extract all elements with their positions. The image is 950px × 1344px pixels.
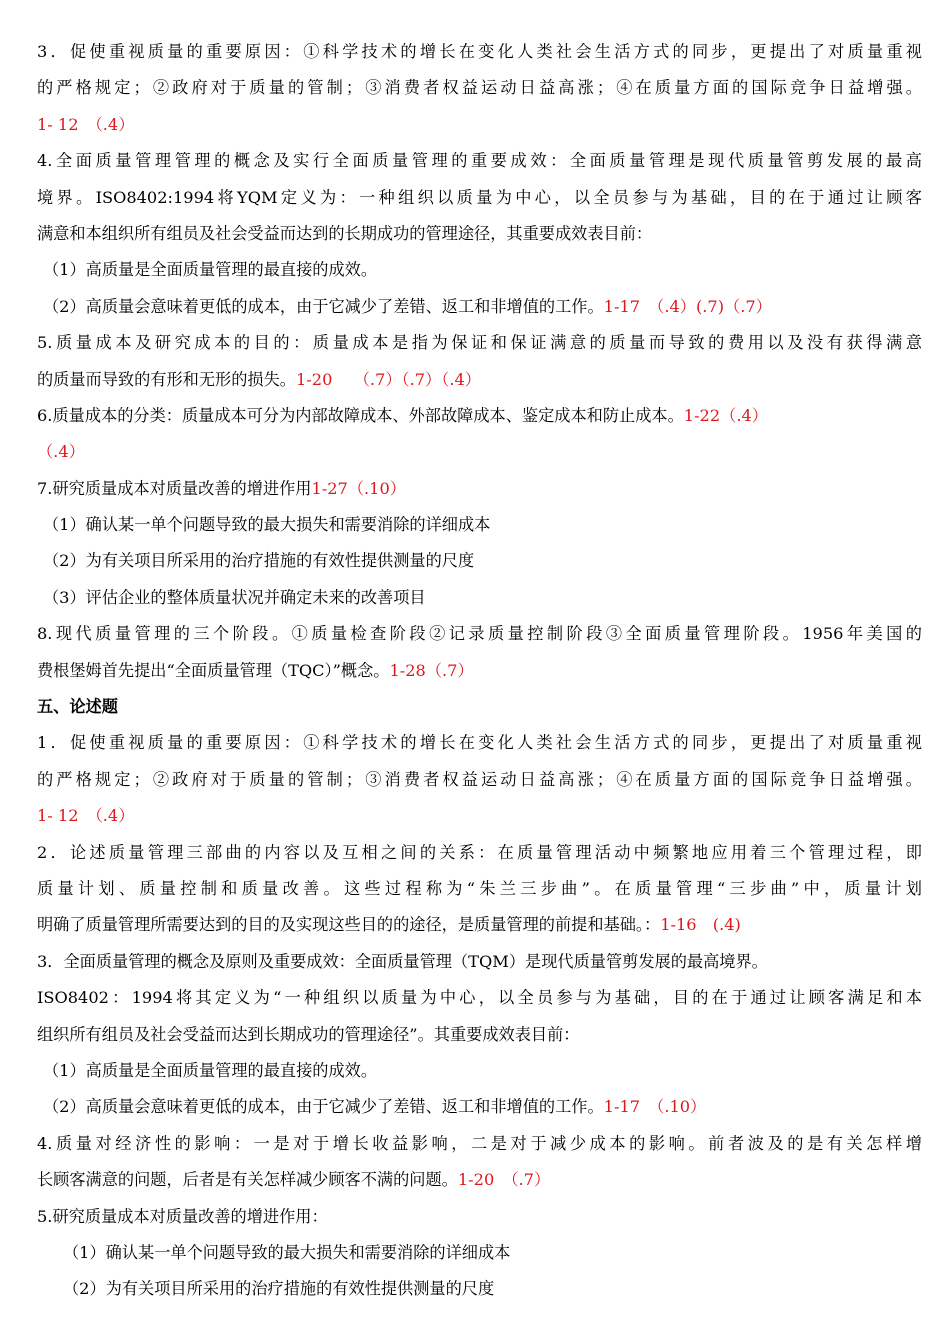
list-item-text: （2）高质量会意味着更低的成本，由于它减少了差错、返工和非增值的工作。 <box>43 296 604 316</box>
paragraph-line: 4.质量对经济性的影响：一是对于增长收益影响，二是对于减少成本的影响。前者波及的是有关怎样增 <box>37 1133 922 1153</box>
paragraph-line: 的严格规定；②政府对于质量的管制；③消费者权益运动日益高涨；④在质量方面的国际竞争日益增强。 <box>37 78 922 98</box>
list-item: （1）确认某一单个问题导致的最大损失和需要消除的详细成本 <box>63 1242 511 1262</box>
paragraph-line: 4.全面质量管理管理的概念及实行全面质量管理的重要成效：全面质量管理是现代质量管剪发展的最高 <box>37 151 922 171</box>
paragraph-line: 质量计划、质量控制和质量改善。这些过程称为“朱兰三步曲”。在质量管理“三步曲”中，质量计划 <box>37 878 922 898</box>
page-reference-continued: （.4） <box>37 442 85 462</box>
page-reference: 1-20 （.7） <box>457 1170 551 1190</box>
paragraph-line <box>37 653 922 689</box>
paragraph-line: 组织所有组员及社会受益而达到长期成功的管理途径”。其重要成效表目前： <box>37 1024 580 1044</box>
page-reference: 1-20 （.7）（.7）（.4） <box>296 369 481 389</box>
paragraph-line: 1．促使重视质量的重要原因：①科学技术的增长在变化人类社会生活方式的同步，更提出了对质量重视 <box>37 733 922 753</box>
paragraph-line: 3．促使重视质量的重要原因：①科学技术的增长在变化人类社会生活方式的同步，更提出了对质量重视 <box>37 42 922 61</box>
list-item-text: （2）高质量会意味着更低的成本，由于它减少了差错、返工和非增值的工作。 <box>43 1097 604 1117</box>
section-heading: 五、论述题 <box>37 697 118 717</box>
paragraph-line: 3．全面质量管理的概念及原则及重要成效：全面质量管理（TQM）是现代质量管剪发展的最高境界。 <box>37 951 768 971</box>
page-reference: 1-16 (.4) <box>660 915 741 935</box>
paragraph-line <box>37 1162 922 1198</box>
paragraph-line <box>37 907 922 943</box>
page-reference: 1- 12 （.4） <box>37 114 135 134</box>
paragraph-text: 长顾客满意的问题，后者是有关怎样减少顾客不满的问题。 <box>37 1170 458 1190</box>
list-item: （1）高质量是全面质量管理的最直接的成效。 <box>43 1060 378 1080</box>
list-item <box>37 289 922 325</box>
paragraph-text: 7.研究质量成本对质量改善的增进作用 <box>37 478 312 498</box>
paragraph-line: 2．论述质量管理三部曲的内容以及互相之间的关系：在质量管理活动中频繁地应用着三个管理过程，即 <box>37 842 922 862</box>
page-reference: 1- 12 （.4） <box>37 806 135 826</box>
page-reference: 1-17 （.4）(.7)（.7） <box>603 296 772 316</box>
list-item: （3）评估企业的整体质量状况并确定未来的改善项目 <box>43 587 426 607</box>
paragraph-text: 的质量而导致的有形和无形的损失。 <box>37 369 296 389</box>
paragraph-line: 5.研究质量成本对质量改善的增进作用： <box>37 1206 328 1226</box>
paragraph-line <box>37 398 922 434</box>
paragraph-line: 5.质量成本及研究成本的目的：质量成本是指为保证和保证满意的质量而导致的费用以及没有获得满意 <box>37 333 922 353</box>
list-item: （2）为有关项目所采用的治疗措施的有效性提供测量的尺度 <box>63 1279 495 1299</box>
list-item <box>37 1089 922 1125</box>
paragraph-line: 的严格规定；②政府对于质量的管制；③消费者权益运动日益高涨；④在质量方面的国际竞争日益增强。 <box>37 769 922 789</box>
reference-line <box>37 107 922 143</box>
paragraph-line <box>37 362 922 398</box>
paragraph-text: 明确了质量管理所需要达到的目的及实现这些目的的途径，是质量管理的前提和基础。： <box>37 915 661 935</box>
list-item: （1）高质量是全面质量管理的最直接的成效。 <box>43 260 378 280</box>
page-reference: 1-22（.4） <box>683 405 768 425</box>
paragraph-line: 8.现代质量管理的三个阶段。①质量检查阶段②记录质量控制阶段③全面质量管理阶段。1956年美国的 <box>37 624 922 644</box>
list-item: （2）为有关项目所采用的治疗措施的有效性提供测量的尺度 <box>43 551 475 571</box>
paragraph-line: ISO8402：1994将其定义为“一种组织以质量为中心，以全员参与为基础，目的在于通过让顾客满足和本 <box>37 988 922 1008</box>
paragraph-text: 费根堡姆首先提出“全面质量管理（TQC）”概念。 <box>37 660 390 680</box>
list-item: （1）确认某一单个问题导致的最大损失和需要消除的详细成本 <box>43 515 491 535</box>
paragraph-line: 境界。ISO8402:1994将YQM定义为：一种组织以质量为中心，以全员参与为基础，目的在于通过让顾客 <box>37 187 922 207</box>
paragraph-line: 满意和本组织所有组员及社会受益而达到的长期成功的管理途径，其重要成效表目前： <box>37 223 653 243</box>
page-reference: 1-27（.10） <box>311 478 406 498</box>
reference-line <box>37 434 922 470</box>
paragraph-text: 6.质量成本的分类：质量成本可分为内部故障成本、外部故障成本、鉴定成本和防止成本。 <box>37 405 684 425</box>
paragraph-line <box>37 471 922 507</box>
page-reference: 1-28（.7） <box>389 660 474 680</box>
page-reference: 1-17 （.10） <box>603 1097 707 1117</box>
reference-line <box>37 798 922 834</box>
